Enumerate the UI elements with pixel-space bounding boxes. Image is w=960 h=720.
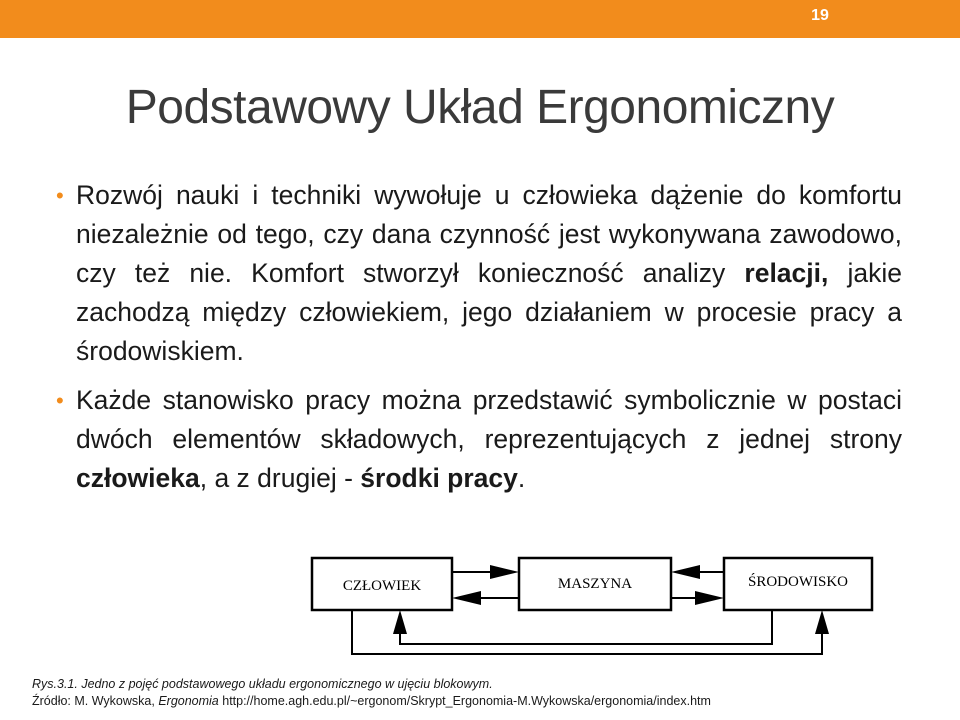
arrow-maszyna-to-srodowisko (671, 591, 724, 605)
bullet-dot-icon: • (56, 388, 64, 413)
arrow-czlowiek-to-maszyna (452, 565, 519, 579)
bullet-bold-text: człowieka (76, 463, 200, 493)
bullet-text: Rozwój nauki i techniki wywołuje u człowieka dążenie do komfortu niezależnie od tego, czy dana czynność jest wykonywana zawodowo, czy też nie. Komfort stworzył konieczność analizy (76, 180, 902, 288)
arrow-maszyna-to-czlowiek (452, 591, 519, 605)
ergonomic-system-diagram (300, 552, 900, 662)
slide-number: 19 (811, 7, 829, 24)
caption-source-url: http://home.agh.edu.pl/~ergonom/Skrypt_Ergonomia-M.Wykowska/ergonomia/index.htm (218, 694, 711, 708)
bullet-text: jakie zachodzą między człowiekiem, jego działaniem w procesie pracy a środowiskiem. (76, 258, 902, 366)
label-czlowiek: CZŁOWIEK (342, 578, 422, 594)
bullet-bold-text: środki pracy (360, 463, 518, 493)
arrow-srodowisko-to-maszyna (671, 565, 724, 579)
label-srodowisko: ŚRODOWISKO (747, 574, 849, 590)
bullet-bold-text: relacji, (744, 258, 829, 288)
figure-caption (32, 676, 932, 710)
top-accent-bar (0, 0, 960, 38)
caption-line-1: Rys.3.1. Jedno z pojęć podstawowego układu ergonomicznego w ujęciu blokowym. (32, 677, 493, 691)
bullet-item-2 (56, 381, 902, 498)
bullet-text: , a z drugiej - (199, 463, 361, 493)
bullet-text: . (517, 463, 526, 493)
feedback-loop-outer (352, 610, 829, 654)
label-maszyna: MASZYNA (557, 576, 633, 592)
bullet-dot-icon: • (56, 183, 64, 208)
slide-title: Podstawowy Układ Ergonomiczny (125, 81, 835, 134)
feedback-loop-inner (393, 610, 772, 644)
caption-line-2 (32, 693, 932, 710)
bullet-item-1 (56, 176, 902, 371)
bullet-text: Każde stanowisko pracy można przedstawić symbolicznie w postaci dwóch elementów składowych, reprezentujących z jednej strony (76, 385, 902, 454)
caption-source-title: Ergonomia (158, 694, 219, 708)
caption-source-prefix: Źródło: M. Wykowska, (32, 694, 159, 708)
slide-content (56, 176, 902, 508)
